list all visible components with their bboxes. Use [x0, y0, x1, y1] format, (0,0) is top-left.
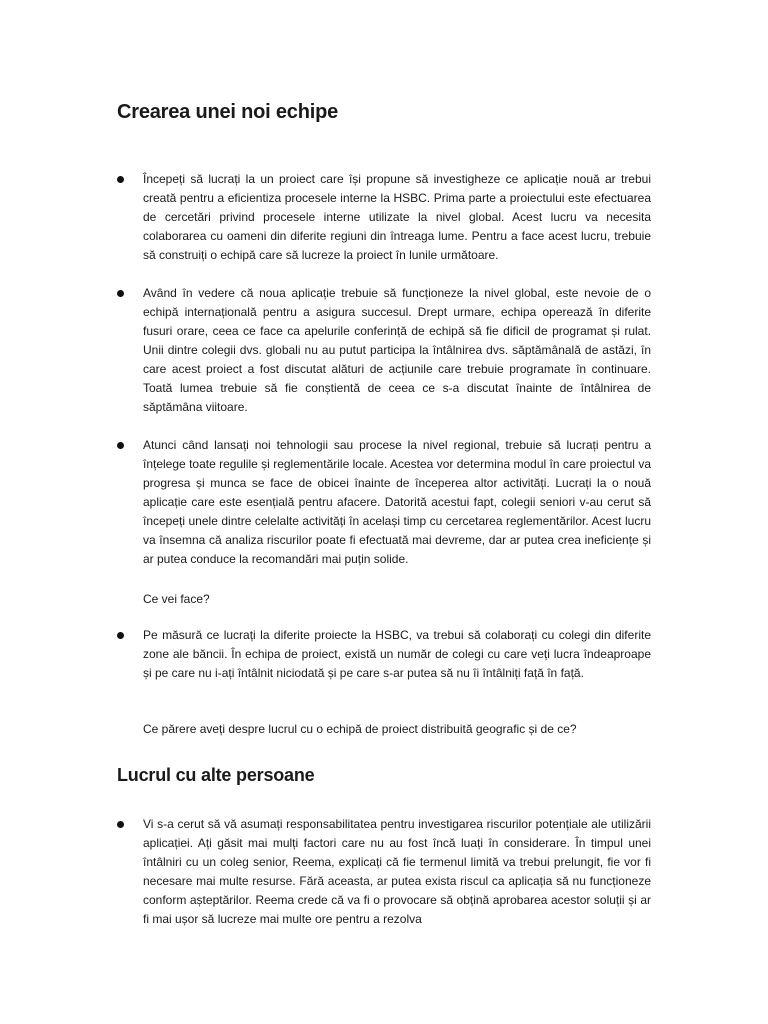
list-item-text: Vi s-a cerut să vă asumați responsabilitatea pentru investigarea riscurilor potențiale ale utilizării aplicației. Ați găsit mai mulți factori care nu au fost încă luați în considerare. În timpul unei întâlniri cu un coleg senior, Reema, explicați că fie termenul limită va trebui prelungit, fie vor fi necesare mai multe resurse. Fără aceasta, ar putea exista riscul ca aplicația să nu funcționeze conform așteptărilor. Reema crede că va fi o provocare să obțină aprobarea acestor soluții și ar fi mai ușor să lucreze mai multe ore pentru a rezolva: [143, 817, 651, 926]
question-text: Ce părere aveți despre lucrul cu o echipă de proiect distribuită geografic și de ce?: [143, 722, 577, 736]
page-title: Crearea unei noi echipe: [117, 101, 339, 123]
bullet-icon: [117, 290, 124, 297]
list-item-text: Având în vedere că noua aplicație trebuie să funcționeze la nivel global, este nevoie de o echipă internațională pentru a asigura succesul. Drept urmare, echipa operează în diferite fusuri orare, ceea ce face ca apelurile conferință de echipă să fie dificil de programat și rulat. Unii dintre colegii dvs. globali nu au putut participa la întâlnirea dvs. săptămânală de astăzi, în care acest proiect a fost discutat alături de acțiunile care trebuie programate în continuare. Toată lumea trebuie să fie conștientă de ceea ce s-a discutat înainte de întâlnirea de săptămâna viitoare.: [143, 286, 651, 414]
list-item-text: Atunci când lansați noi tehnologii sau procese la nivel regional, trebuie să lucrați pentru a înțelege toate regulile și reglementările locale. Acestea vor determina modul în care proiectul va progresa și munca se face de obicei înainte de începerea altor activități. Lucrați la o nouă aplicație care este esențială pentru afacere. Datorită acestui fapt, colegii seniori v-au cerut să începeți unele dintre celelalte activități în același timp cu cercetarea reglementărilor. Acest lucru va însemna că analiza riscurilor poate fi efectuată mai devreme, dar ar putea crea ineficiențe și ar putea conduce la recomandări mai puțin solide.: [143, 438, 651, 566]
bullet-icon: [117, 632, 124, 639]
list-item-text: Începeți să lucrați la un proiect care își propune să investigheze ce aplicație nouă ar trebui creată pentru a eficientiza procesele interne la HSBC. Prima parte a proiectului este efectuarea de cercetări privind procesele interne utilizate la nivel global. Acest lucru va necesita colaborarea cu oameni din diferite regiuni din întreaga lume. Pentru a face acest lucru, trebuie să construiți o echipă care să lucreze la proiect în lunile următoare.: [143, 172, 651, 262]
list-item-text: Pe măsură ce lucrați la diferite proiecte la HSBC, va trebui să colaborați cu colegi din diferite zone ale băncii. În echipa de proiect, există un număr de colegi cu care veți lucra îndeaproape și pe care nu i-ați întâlnit niciodată și pe care s-ar putea să nu îi întâlniți față în față.: [143, 628, 651, 680]
bullet-icon: [117, 176, 124, 183]
bullet-icon: [117, 442, 124, 449]
bullet-icon: [117, 821, 124, 828]
question-text: Ce vei face?: [143, 592, 210, 606]
section-heading: Lucrul cu alte persoane: [117, 765, 315, 785]
